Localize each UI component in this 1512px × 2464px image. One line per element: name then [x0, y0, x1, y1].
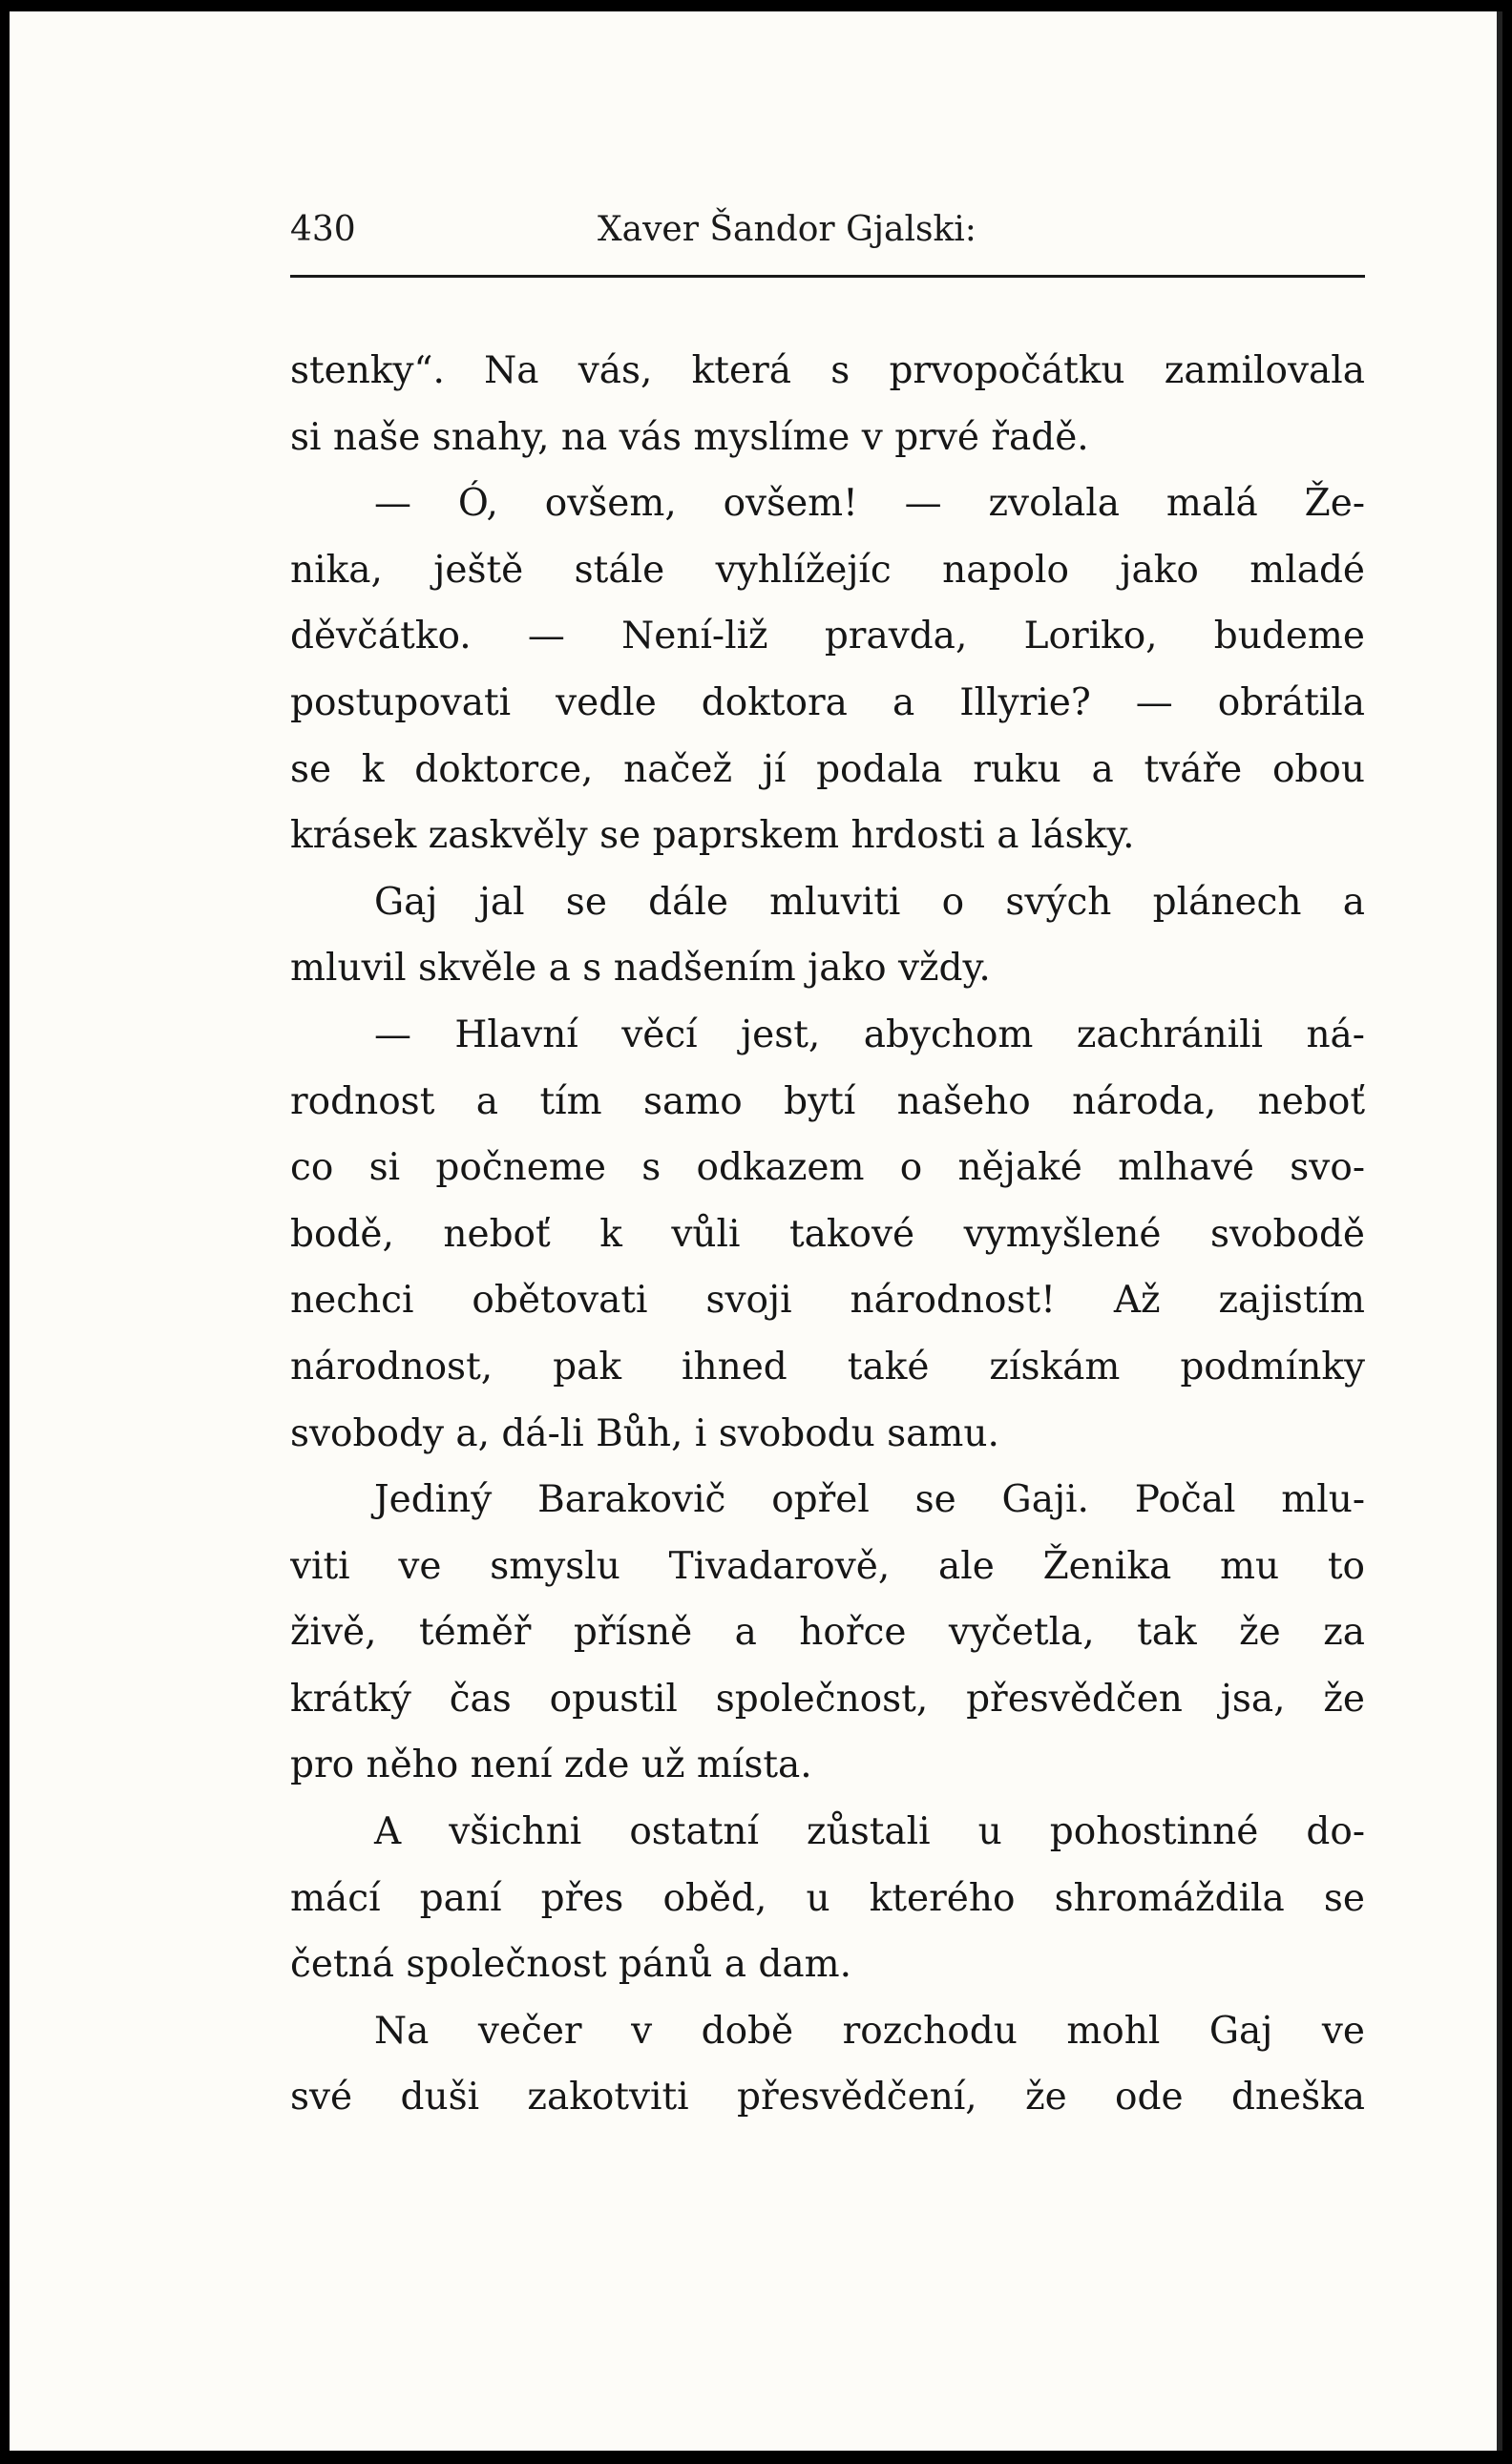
- body-text: [290, 338, 1365, 2131]
- text-line: postupovati vedle doktora a Illyrie? — obrátila: [290, 680, 1365, 724]
- text-line: pro něho není zde už místa.: [290, 1744, 812, 1787]
- text-line: mácí paní přes oběd, u kterého shromáždila se: [290, 1876, 1365, 1920]
- text-line: se k doktorce, načež jí podala ruku a tváře obou: [290, 747, 1365, 791]
- text-line: bodě, neboť k vůli takové vymyšlené svobodě: [290, 1212, 1365, 1256]
- text-line: nika, ještě stále vyhlížejíc napolo jako mladé: [290, 548, 1365, 592]
- text-line: národnost, pak ihned také získám podmínky: [290, 1345, 1365, 1389]
- text-line: si naše snahy, na vás myslíme v prvé řadě.: [290, 415, 1089, 459]
- text-line: — Hlavní věcí jest, abychom zachránili ná-: [374, 1013, 1365, 1056]
- running-title: Xaver Šandor Gjalski:: [598, 210, 976, 249]
- text-line: krátký čas opustil společnost, přesvědčen jsa, že: [290, 1677, 1365, 1721]
- book-page: [10, 11, 1502, 2451]
- text-line: živě, téměř přísně a hořce vyčetla, tak že za: [290, 1611, 1365, 1655]
- text-line: viti ve smyslu Tivadarově, ale Ženika mu to: [290, 1544, 1365, 1588]
- text-line: A všichni ostatní zůstali u pohostinné do-: [374, 1810, 1365, 1854]
- text-line: Jediný Barakovič opřel se Gaji. Počal mlu-: [374, 1478, 1365, 1522]
- header-rule: [290, 275, 1365, 278]
- text-line: četná společnost pánů a dam.: [290, 1943, 851, 1987]
- text-line: děvčátko. — Není-liž pravda, Loriko, budeme: [290, 615, 1365, 658]
- text-line: stenky“. Na vás, která s prvopočátku zamilovala: [290, 349, 1365, 392]
- page-number: 430: [290, 210, 356, 249]
- text-line: rodnost a tím samo bytí našeho národa, neboť: [290, 1079, 1365, 1123]
- page-content: [290, 210, 1365, 2119]
- running-head: [290, 210, 1365, 271]
- text-line: svobody a, dá-li Bůh, i svobodu samu.: [290, 1411, 999, 1455]
- text-line: Gaj jal se dále mluviti o svých plánech a: [374, 880, 1365, 924]
- text-line: — Ó, ovšem, ovšem! — zvolala malá Že-: [374, 482, 1365, 526]
- text-line: Na večer v době rozchodu mohl Gaj ve: [374, 2009, 1365, 2053]
- text-line: co si počneme s odkazem o nějaké mlhavé svo-: [290, 1146, 1365, 1190]
- text-line: nechci obětovati svoji národnost! Až zajistím: [290, 1279, 1365, 1323]
- text-line: mluvil skvěle a s nadšením jako vždy.: [290, 947, 991, 991]
- text-line: krásek zaskvěly se paprskem hrdosti a lásky.: [290, 814, 1135, 858]
- text-line: své duši zakotviti přesvědčení, že ode dneška: [290, 2076, 1365, 2119]
